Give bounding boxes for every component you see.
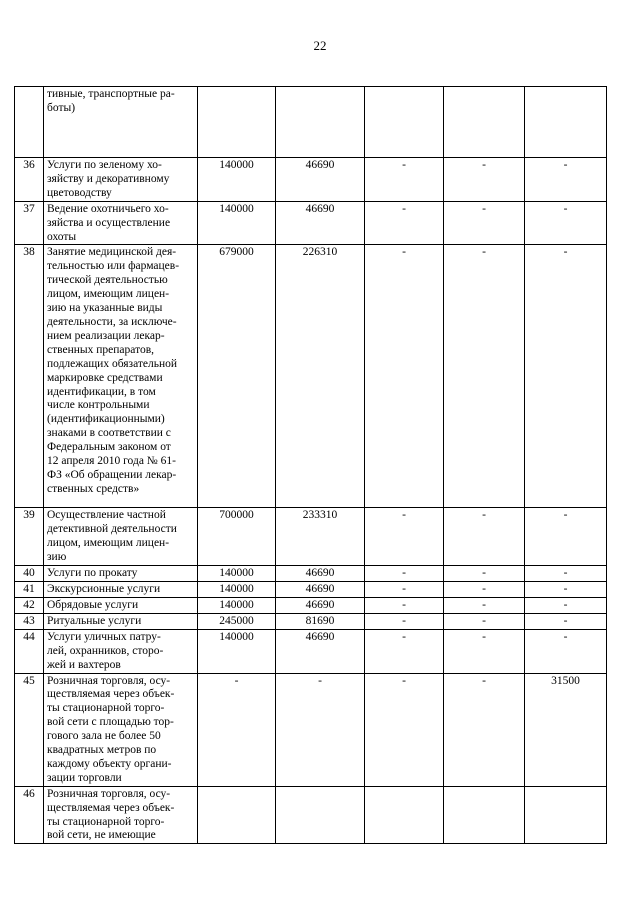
description-line: Обрядовые услуги bbox=[47, 598, 139, 611]
description-line: тивные, транспортные ра- bbox=[47, 88, 175, 100]
activity-description bbox=[44, 581, 198, 597]
description-line: ществляемая через объек- bbox=[47, 801, 175, 814]
value-col-5: - bbox=[525, 245, 607, 508]
description-line: лицом, имеющим лицен- bbox=[47, 288, 170, 301]
value-col-5: - bbox=[525, 581, 607, 597]
value-col-5: 31500 bbox=[525, 673, 607, 786]
description-line: зию на указанные виды bbox=[47, 302, 163, 315]
value-col-4: - bbox=[444, 581, 525, 597]
description-line: числе контрольными bbox=[47, 399, 150, 412]
value-col-2: 46690 bbox=[276, 581, 365, 597]
value-col-1: 140000 bbox=[198, 201, 276, 245]
table-row bbox=[15, 786, 607, 844]
table-row bbox=[15, 566, 607, 582]
description-line: ществляемая через объек- bbox=[47, 688, 175, 701]
table-row bbox=[15, 508, 607, 566]
description-line: вой сети с площадью тор- bbox=[47, 716, 174, 729]
value-col-3: - bbox=[365, 201, 444, 245]
value-col-2: 46690 bbox=[276, 201, 365, 245]
activity-description bbox=[44, 245, 198, 508]
value-col-3 bbox=[365, 87, 444, 158]
value-col-2 bbox=[276, 786, 365, 844]
value-col-5: - bbox=[525, 508, 607, 566]
description-line: Федеральным законом от bbox=[47, 441, 171, 454]
row-number: 40 bbox=[15, 566, 44, 582]
value-col-3: - bbox=[365, 597, 444, 613]
description-line: Розничная торговля, осу- bbox=[47, 787, 171, 800]
description-line: Услуги по зеленому хо- bbox=[47, 159, 162, 171]
value-col-4: - bbox=[444, 566, 525, 582]
table-row bbox=[15, 629, 607, 673]
description-line: гового зала не более 50 bbox=[47, 730, 161, 743]
row-number: 37 bbox=[15, 201, 44, 245]
description-line: (идентификационными) bbox=[47, 413, 165, 426]
table-row bbox=[15, 201, 607, 245]
value-col-3: - bbox=[365, 613, 444, 629]
value-col-4: - bbox=[444, 201, 525, 245]
value-col-1: 679000 bbox=[198, 245, 276, 508]
value-col-4: - bbox=[444, 673, 525, 786]
description-line: Ведение охотничьего хо- bbox=[47, 202, 169, 215]
value-col-5: - bbox=[525, 629, 607, 673]
value-col-4: - bbox=[444, 597, 525, 613]
description-line: ственных средств» bbox=[47, 482, 140, 495]
value-col-3: - bbox=[365, 508, 444, 566]
row-number: 38 bbox=[15, 245, 44, 508]
value-col-1: 140000 bbox=[198, 629, 276, 673]
value-col-3: - bbox=[365, 245, 444, 508]
description-line: нием реализации лекар- bbox=[47, 329, 165, 342]
value-col-5: - bbox=[525, 597, 607, 613]
description-line: зяйства и осуществление bbox=[47, 216, 171, 229]
table-row bbox=[15, 581, 607, 597]
value-col-4: - bbox=[444, 613, 525, 629]
value-col-4: - bbox=[444, 245, 525, 508]
description-line: идентификации, в том bbox=[47, 385, 156, 398]
description-line: охоты bbox=[47, 230, 77, 243]
activity-description bbox=[44, 158, 198, 202]
description-line: Занятие медицинской дея- bbox=[47, 246, 177, 259]
page-number: 22 bbox=[313, 38, 327, 53]
description-line: подлежащих обязательной bbox=[47, 357, 178, 370]
description-line: Розничная торговля, осу- bbox=[47, 674, 171, 687]
row-number: 42 bbox=[15, 597, 44, 613]
description-line: детективной деятельности bbox=[47, 523, 177, 536]
value-col-2: - bbox=[276, 673, 365, 786]
table-row bbox=[15, 158, 607, 202]
activity-description bbox=[44, 673, 198, 786]
value-col-4 bbox=[444, 786, 525, 844]
row-number: 36 bbox=[15, 158, 44, 202]
description-line: деятельности, за исключе- bbox=[47, 315, 177, 328]
value-col-2: 81690 bbox=[276, 613, 365, 629]
value-col-2: 226310 bbox=[276, 245, 365, 508]
value-col-3: - bbox=[365, 629, 444, 673]
row-number bbox=[15, 87, 44, 158]
activity-description bbox=[44, 566, 198, 582]
description-line: каждому объекту органи- bbox=[47, 757, 172, 770]
description-line: ственных препаратов, bbox=[47, 343, 155, 356]
row-number: 39 bbox=[15, 508, 44, 566]
value-col-2: 233310 bbox=[276, 508, 365, 566]
description-line: жей и вахтеров bbox=[47, 658, 121, 671]
value-col-3: - bbox=[365, 566, 444, 582]
activity-description bbox=[44, 613, 198, 629]
activity-description bbox=[44, 87, 198, 158]
value-col-3 bbox=[365, 786, 444, 844]
description-line: зию bbox=[47, 551, 67, 564]
description-line: Осуществление частной bbox=[47, 509, 166, 522]
row-number: 45 bbox=[15, 673, 44, 786]
description-line: зяйству и декоративному bbox=[47, 172, 170, 185]
value-col-4: - bbox=[444, 508, 525, 566]
description-line: ты стационарной торго- bbox=[47, 702, 165, 715]
activity-description bbox=[44, 597, 198, 613]
value-col-4 bbox=[444, 87, 525, 158]
description-line: ФЗ «Об обращении лекар- bbox=[47, 468, 177, 481]
value-col-1: 140000 bbox=[198, 158, 276, 202]
description-line: Услуги уличных патру- bbox=[47, 630, 161, 643]
value-col-2: 46690 bbox=[276, 629, 365, 673]
value-col-1: 245000 bbox=[198, 613, 276, 629]
table-row bbox=[15, 673, 607, 786]
value-col-2: 46690 bbox=[276, 597, 365, 613]
value-col-1 bbox=[198, 786, 276, 844]
description-line: знаками в соответствии с bbox=[47, 427, 171, 440]
value-col-5: - bbox=[525, 158, 607, 202]
value-col-1: - bbox=[198, 673, 276, 786]
row-number: 46 bbox=[15, 786, 44, 844]
activity-description bbox=[44, 201, 198, 245]
value-col-1 bbox=[198, 87, 276, 158]
row-number: 43 bbox=[15, 613, 44, 629]
description-line: маркировке средствами bbox=[47, 371, 163, 384]
description-line: лицом, имеющим лицен- bbox=[47, 537, 170, 550]
value-col-5 bbox=[525, 786, 607, 844]
description-line: Экскурсионные услуги bbox=[47, 582, 161, 595]
value-col-5 bbox=[525, 87, 607, 158]
row-number: 41 bbox=[15, 581, 44, 597]
value-col-1: 140000 bbox=[198, 597, 276, 613]
value-col-5: - bbox=[525, 201, 607, 245]
table-row bbox=[15, 613, 607, 629]
description-line: цветоводству bbox=[47, 186, 112, 199]
description-line: квадратных метров по bbox=[47, 744, 157, 757]
value-col-2: 46690 bbox=[276, 566, 365, 582]
description-line: Ритуальные услуги bbox=[47, 614, 142, 627]
value-col-4: - bbox=[444, 158, 525, 202]
activity-description bbox=[44, 629, 198, 673]
value-col-2 bbox=[276, 87, 365, 158]
table-row bbox=[15, 245, 607, 508]
value-col-2: 46690 bbox=[276, 158, 365, 202]
tax-rates-table bbox=[14, 86, 607, 844]
activity-description bbox=[44, 786, 198, 844]
description-line: тической деятельностью bbox=[47, 274, 168, 287]
value-col-3: - bbox=[365, 158, 444, 202]
activity-description bbox=[44, 508, 198, 566]
description-line: лей, охранников, сторо- bbox=[47, 644, 164, 657]
description-line: вой сети, не имеющие bbox=[47, 829, 156, 842]
value-col-3: - bbox=[365, 581, 444, 597]
value-col-4: - bbox=[444, 629, 525, 673]
description-line: ты стационарной торго- bbox=[47, 815, 165, 828]
description-line: Услуги по прокату bbox=[47, 567, 138, 580]
value-col-5: - bbox=[525, 566, 607, 582]
table-row bbox=[15, 87, 607, 158]
value-col-3: - bbox=[365, 673, 444, 786]
table-row bbox=[15, 597, 607, 613]
description-line: боты) bbox=[47, 101, 76, 114]
value-col-1: 700000 bbox=[198, 508, 276, 566]
description-line: зации торговли bbox=[47, 771, 122, 784]
value-col-1: 140000 bbox=[198, 566, 276, 582]
value-col-5: - bbox=[525, 613, 607, 629]
description-line: тельностью или фармацев- bbox=[47, 260, 180, 273]
row-number: 44 bbox=[15, 629, 44, 673]
description-line: 12 апреля 2010 года № 61- bbox=[47, 455, 176, 468]
value-col-1: 140000 bbox=[198, 581, 276, 597]
